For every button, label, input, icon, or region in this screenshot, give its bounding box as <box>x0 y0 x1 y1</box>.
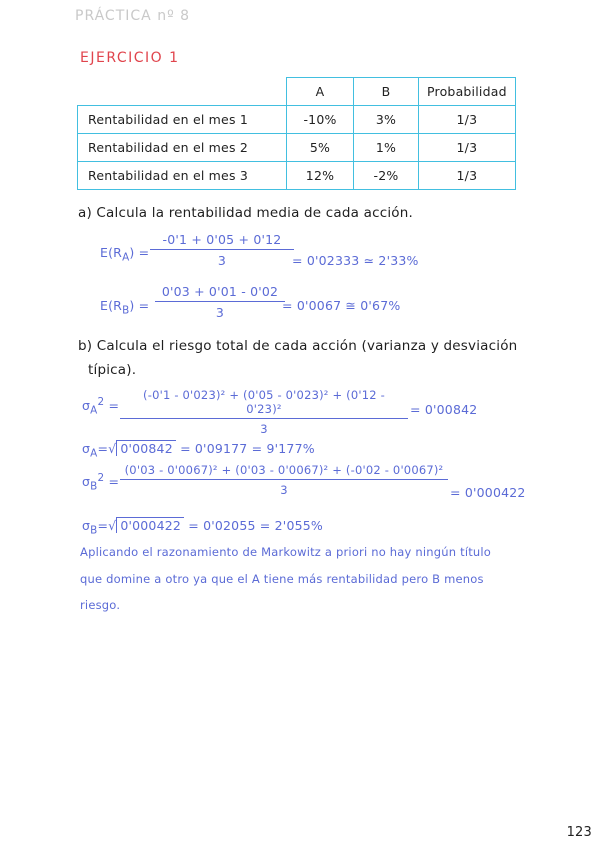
expected-return-a-result: = 0'02333 ≃ 2'33% <box>292 253 419 268</box>
column-header-b: B <box>354 78 419 106</box>
variance-a-fraction <box>120 388 408 436</box>
expected-return-b-label <box>100 298 149 317</box>
variance-b-fraction <box>120 463 448 497</box>
row-label: Rentabilidad en el mes 1 <box>78 106 287 134</box>
conclusion-line1: Aplicando el razonamiento de Markowitz a priori no hay ningún título <box>80 545 492 559</box>
numerator: -0'1 + 0'05 + 0'12 <box>150 232 294 250</box>
sigma-symbol: σ <box>82 441 91 456</box>
sqrt-radicand: 0'00842 <box>116 440 176 456</box>
denominator: 3 <box>215 305 225 320</box>
cell-probability: 1/3 <box>419 162 516 190</box>
cell-b: 3% <box>354 106 419 134</box>
table-row <box>78 134 516 162</box>
numerator: (0'03 - 0'0067)² + (0'03 - 0'0067)² + (-0'02 - 0'0067)² <box>120 463 448 480</box>
lhs-text: E(R <box>100 298 123 313</box>
cell-probability: 1/3 <box>419 134 516 162</box>
numerator: (-0'1 - 0'023)² + (0'05 - 0'023)² + (0'12 - 0'23)² <box>120 388 408 419</box>
equals: = <box>108 398 120 414</box>
practice-title: PRÁCTICA nº 8 <box>75 8 191 24</box>
equals: = <box>97 518 109 533</box>
lhs-sup: 2 <box>97 396 105 408</box>
returns-table <box>77 77 516 190</box>
expected-return-b-fraction <box>155 284 285 320</box>
conclusion-line3: riesgo. <box>80 598 121 612</box>
column-header-a: A <box>287 78 354 106</box>
table-corner <box>78 78 287 106</box>
table-header-row <box>78 78 516 106</box>
sigma-symbol: σ <box>82 518 91 533</box>
sigma-symbol: σ <box>82 474 91 490</box>
numerator: 0'03 + 0'01 - 0'02 <box>155 284 285 302</box>
table-row <box>78 106 516 134</box>
sigma-symbol: σ <box>82 398 91 414</box>
equals: = <box>97 441 109 456</box>
variance-b-result: = 0'000422 <box>450 485 526 500</box>
exercise-title: EJERCICIO 1 <box>80 50 180 66</box>
cell-a: -10% <box>287 106 354 134</box>
lhs-sub: B <box>90 480 98 493</box>
std-dev-b-result: = 0'02055 = 2'055% <box>188 518 323 533</box>
variance-a-result: = 0'00842 <box>410 402 478 417</box>
equals: = <box>108 474 120 490</box>
denominator: 3 <box>217 253 227 268</box>
denominator: 3 <box>280 483 288 497</box>
question-a: a) Calcula la rentabilidad media de cada acción. <box>78 205 414 221</box>
sqrt-radicand: 0'000422 <box>116 517 184 533</box>
row-label: Rentabilidad en el mes 2 <box>78 134 287 162</box>
page-number: 123 <box>566 825 592 840</box>
lhs-sub: A <box>90 447 98 460</box>
cell-b: 1% <box>354 134 419 162</box>
cell-probability: 1/3 <box>419 106 516 134</box>
expected-return-a-fraction <box>150 232 294 268</box>
variance-b-label <box>82 472 119 493</box>
expected-return-b-result: = 0'0067 ≅ 0'67% <box>282 298 401 313</box>
lhs-sub: B <box>90 524 98 537</box>
conclusion-line2: que domine a otro ya que el A tiene más rentabilidad pero B menos <box>80 572 484 586</box>
lhs-sub: A <box>90 404 98 417</box>
std-dev-a-result: = 0'09177 = 9'177% <box>180 441 315 456</box>
cell-a: 5% <box>287 134 354 162</box>
lhs-text: E(R <box>100 245 123 260</box>
table-row <box>78 162 516 190</box>
question-b-line1: b) Calcula el riesgo total de cada acción (varianza y desviación <box>78 338 518 354</box>
cell-b: -2% <box>354 162 419 190</box>
expected-return-a-label <box>100 245 149 264</box>
denominator: 3 <box>260 422 268 436</box>
variance-a-label <box>82 396 119 417</box>
std-dev-b: $\sigma_B=√$ 0'000422 = 0'02055 = 2'055% <box>82 518 323 537</box>
lhs-sup: 2 <box>97 472 105 484</box>
lhs-sub: A <box>122 251 130 264</box>
lhs-end: ) = <box>129 245 150 260</box>
lhs-end: ) = <box>129 298 150 313</box>
lhs-sub: B <box>122 304 130 317</box>
cell-a: 12% <box>287 162 354 190</box>
question-b-line2: típica). <box>88 362 137 378</box>
std-dev-a: $\sigma_A=√$ 0'00842 = 0'09177 = 9'177% <box>82 441 315 460</box>
row-label: Rentabilidad en el mes 3 <box>78 162 287 190</box>
column-header-probability: Probabilidad <box>419 78 516 106</box>
